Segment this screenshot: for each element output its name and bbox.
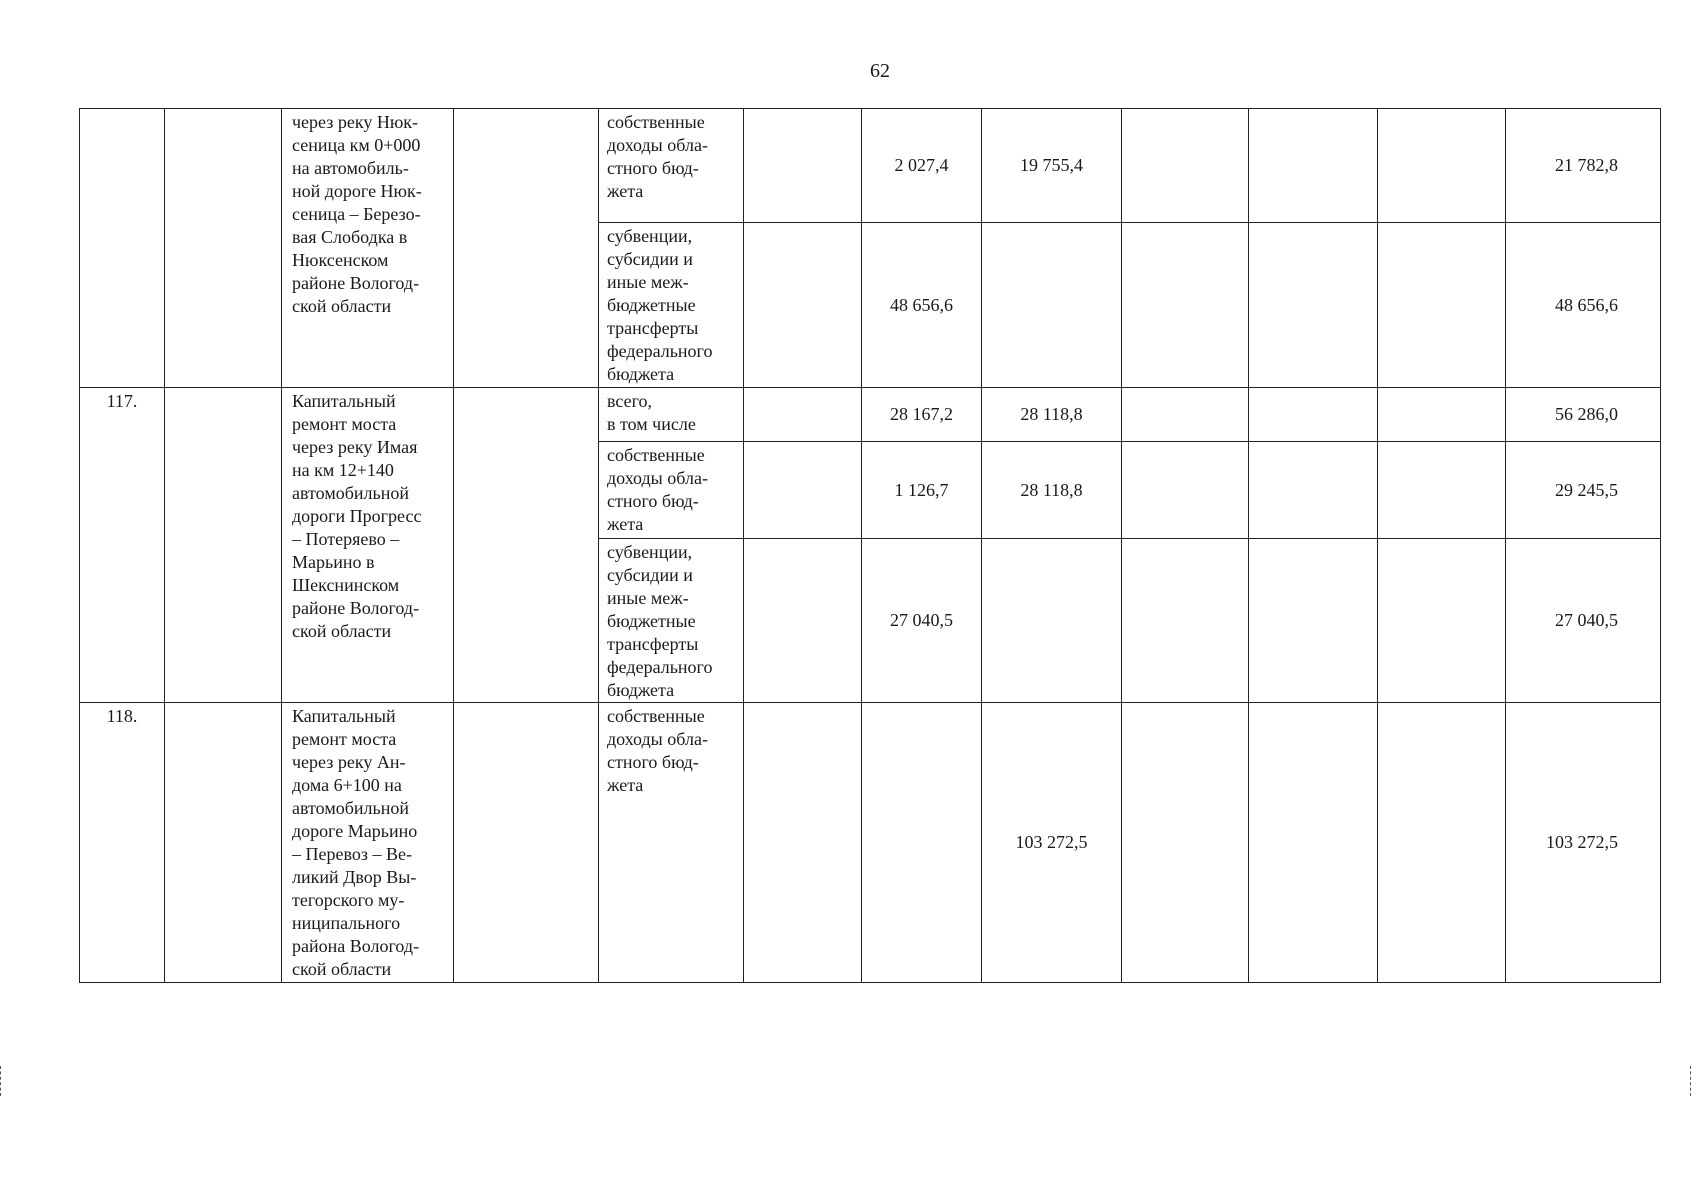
value-cell: 2 027,4 (862, 109, 982, 223)
value-cell: 103 272,5 (982, 703, 1122, 983)
total-cell: 29 245,5 (1506, 442, 1661, 539)
table-row (80, 109, 1661, 223)
value-cell: 27 040,5 (862, 539, 982, 703)
binding-marks-right (1690, 1066, 1697, 1096)
funding-source: собственные доходы обла- стного бюд- жета (599, 109, 744, 223)
value-cell: 28 118,8 (982, 388, 1122, 442)
budget-table (79, 108, 1661, 983)
page-number: 62 (870, 60, 890, 82)
funding-source: субвенции, субсидии и иные меж- бюджетные трансферты федерального бюджета (599, 223, 744, 388)
funding-source: субвенции, субсидии и иные меж- бюджетные трансферты федерального бюджета (599, 539, 744, 703)
table-row (80, 703, 1661, 983)
funding-source: собственные доходы обла- стного бюд- жета (599, 442, 744, 539)
total-cell: 21 782,8 (1506, 109, 1661, 223)
table-row (80, 388, 1661, 442)
object-name: Капитальный ремонт моста через реку Ан- дома 6+100 на автомобильной дороге Марьино – Перевоз – Ве- ликий Двор Вы- тегорского му- ниципального района Вологод- ской области (282, 703, 454, 983)
row-number-cell: 117. (80, 388, 165, 703)
total-cell: 48 656,6 (1506, 223, 1661, 388)
total-cell: 27 040,5 (1506, 539, 1661, 703)
binding-marks-left (0, 1066, 7, 1096)
funding-source: собственные доходы обла- стного бюд- жета (599, 703, 744, 983)
value-cell: 48 656,6 (862, 223, 982, 388)
row-number-cell: 118. (80, 703, 165, 983)
object-name: через реку Нюк- сеница км 0+000 на автомобиль- ной дороге Нюк- сеница – Березо- вая Слободка в Нюксенском районе Вологод- ской области (282, 109, 454, 388)
funding-source: всего, в том числе (599, 388, 744, 442)
row-number-cell (80, 109, 165, 388)
object-name: Капитальный ремонт моста через реку Имая на км 12+140 автомобильной дороги Прогресс – Потеряево – Марьино в Шекснинском районе Вологод- ской области (282, 388, 454, 703)
value-cell: 28 167,2 (862, 388, 982, 442)
total-cell: 103 272,5 (1506, 703, 1661, 983)
value-cell: 28 118,8 (982, 442, 1122, 539)
value-cell: 1 126,7 (862, 442, 982, 539)
value-cell: 19 755,4 (982, 109, 1122, 223)
total-cell: 56 286,0 (1506, 388, 1661, 442)
